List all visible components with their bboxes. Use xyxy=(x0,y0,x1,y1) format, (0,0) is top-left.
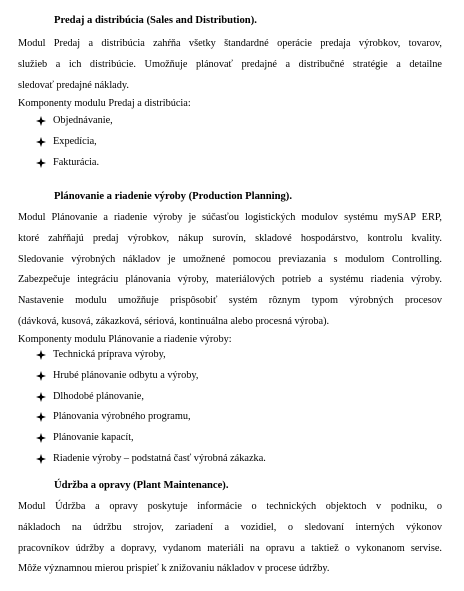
four-petal-diamond-bullet-icon xyxy=(36,428,48,449)
paragraph-line: Nastavenie modulu umožňuje prispôsobiť systém rôznym typom výrobných procesov xyxy=(18,295,442,307)
components-intro-sales-distribution: Komponenty modulu Predaj a distribúcia: xyxy=(18,98,191,109)
four-petal-diamond-bullet-icon xyxy=(36,449,48,470)
section-paragraph-sales-distribution xyxy=(18,34,442,96)
section-heading-production-planning: Plánovanie a riadenie výroby (Production Planning). xyxy=(54,191,292,202)
paragraph-line: nákladoch na údržbu strojov, zariadení a vozidiel, o sledovaní interných výkonov xyxy=(18,521,442,533)
list-item-label: Dlhodobé plánovanie, xyxy=(53,390,144,402)
paragraph-line: Modul Údržba a opravy poskytuje informácie o technických objektoch v podniku, o xyxy=(18,501,442,512)
list-item-label: Plánovania výrobného programu, xyxy=(53,411,191,423)
paragraph-line: sledovať predajné náklady. xyxy=(18,79,129,91)
section-heading-sales-distribution: Predaj a distribúcia (Sales and Distribution). xyxy=(54,15,257,26)
four-petal-diamond-bullet-icon xyxy=(36,345,48,366)
section-paragraph-production-planning xyxy=(18,208,442,333)
four-petal-diamond-bullet-icon xyxy=(36,132,48,153)
list-item-label: Technická príprava výroby, xyxy=(53,349,166,360)
four-petal-diamond-bullet-icon xyxy=(36,407,48,428)
paragraph-line: pracovníkov údržby a dopravy, vydanom materiáli na opravu a taktiež o vykonanom servise. xyxy=(18,542,442,554)
list-item-label: Objednávanie, xyxy=(53,115,113,126)
four-petal-diamond-bullet-icon xyxy=(36,366,48,387)
section-paragraph-plant-maintenance xyxy=(18,497,442,580)
list-item-label: Riadenie výroby – podstatná časť výrobná zákazka. xyxy=(53,452,266,464)
paragraph-line: Môže významnou mierou prispieť k znižovaniu nákladov v procese údržby. xyxy=(18,563,330,575)
paragraph-line: Sledovanie výrobných nákladov je umožnené pomocou previazania s modulom Controlling. xyxy=(18,253,442,265)
four-petal-diamond-bullet-icon xyxy=(36,111,48,132)
list-item-label: Plánovanie kapacít, xyxy=(53,432,134,444)
paragraph-line: Modul Plánovanie a riadenie výroby je súčasťou logistických modulov systému mySAP ERP, xyxy=(18,212,442,223)
paragraph-line: (dávková, kusová, zákazková, sériová, kontinuálna alebo procesná výroba). xyxy=(18,315,330,327)
list-item-label: Expedícia, xyxy=(53,135,97,147)
components-intro-production-planning: Komponenty modulu Plánovanie a riadenie výroby: xyxy=(18,334,232,345)
section-heading-plant-maintenance: Údržba a opravy (Plant Maintenance). xyxy=(54,480,229,491)
paragraph-line: Modul Predaj a distribúcia zahŕňa všetky štandardné operácie predaja výrobkov, tovarov, xyxy=(18,38,442,49)
paragraph-line: služieb a ich distribúcie. Umožňuje plánovať predajné a distribučné stratégie a detailne xyxy=(18,58,442,70)
list-item-label: Hrubé plánovanie odbytu a výroby, xyxy=(53,369,199,381)
list-item-label: Fakturácia. xyxy=(53,156,100,168)
four-petal-diamond-bullet-icon xyxy=(36,153,48,174)
four-petal-diamond-bullet-icon xyxy=(36,387,48,408)
paragraph-line: ktoré zahŕňajú predaj výrobkov, nákup surovín, skladové hospodárstvo, kontrolu kvality. xyxy=(18,232,442,244)
paragraph-line: Zabezpečuje integráciu plánovania výroby, materiálových potrieb a systému riadenia výroby. xyxy=(18,274,442,286)
